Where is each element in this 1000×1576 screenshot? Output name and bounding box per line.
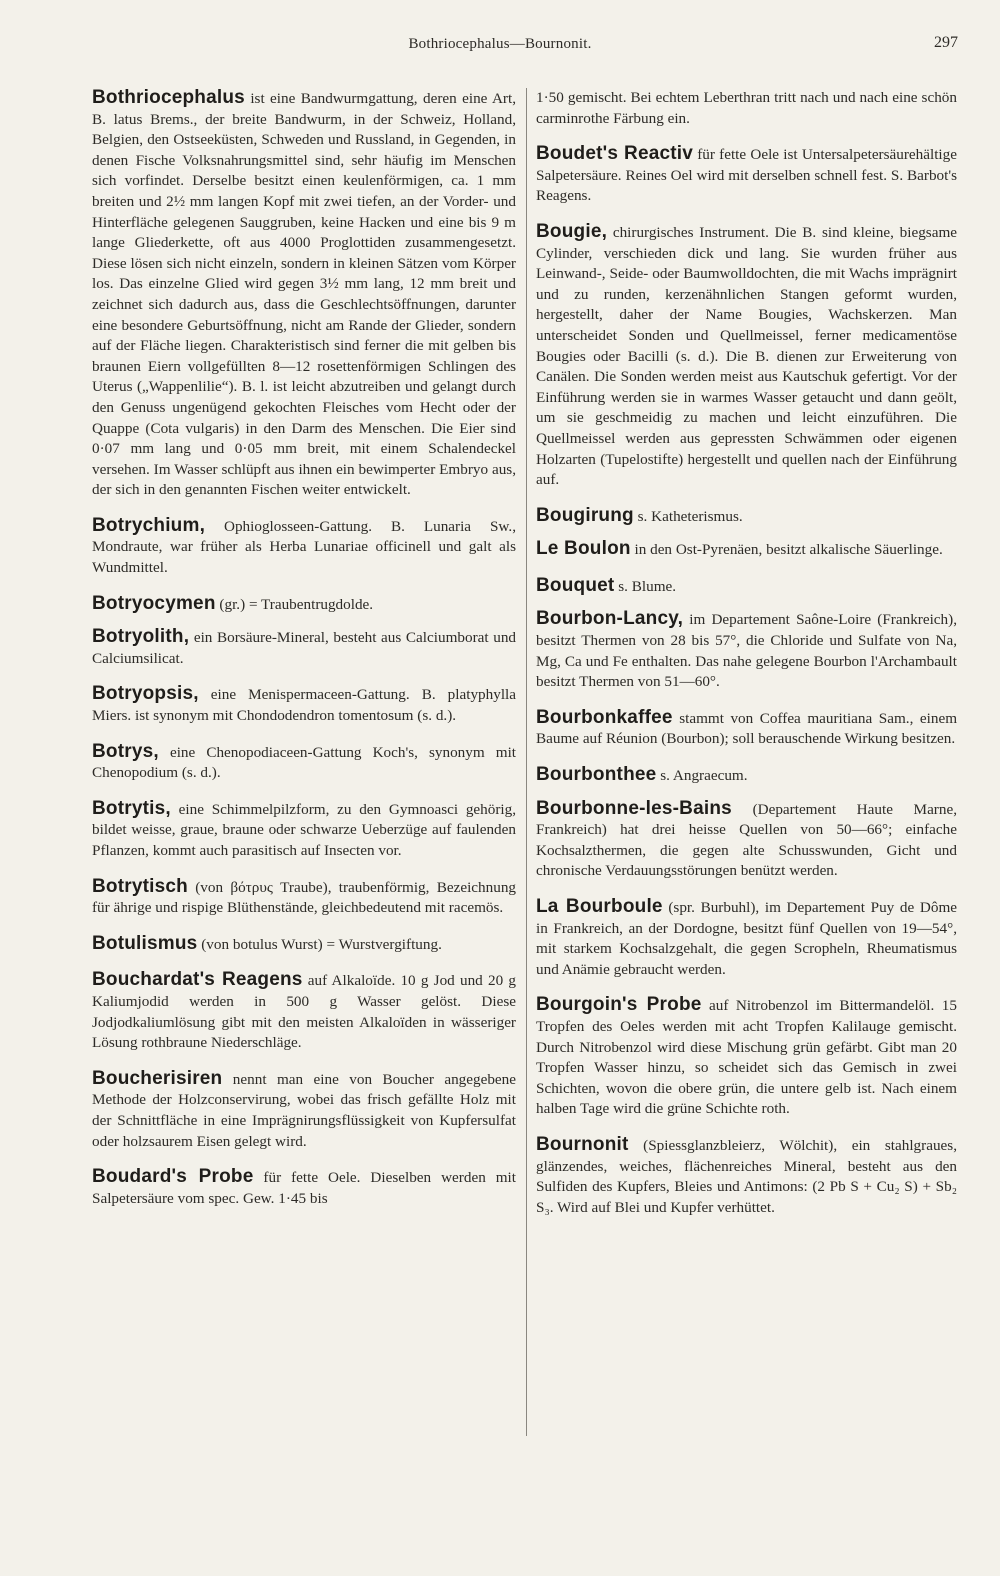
entry-la-bourboule	[536, 897, 957, 980]
entry-bourbonkaffee	[536, 708, 957, 750]
entry-headword: Bourbon-Lancy,	[536, 608, 684, 630]
entry-text: ist eine Bandwurmgattung, deren eine Art, B. latus Brems., der breite Bandwurm, in der Schweiz, Holland, Belgien, den Ostseeküsten, Schweden und Russland, in Gegenden, in denen Fische Volksnahrungsmittel sind, sehr häufig im Menschen sich vorfindet. Derselbe besitzt einen keulenförmigen, ca. 1 mm breiten und 2½ mm langen Kopf mit zwei tiefen, an der Vorder- und Hinterfläche gelegenen Sauggruben, keine Hacken und eine bis 9 m lange Gliederkette, oft aus 4000 Proglottiden zusammengesetzt. Diese lösen sich nicht einzeln, sondern in kleinen Sätzen vom Körper los. Das einzelne Glied wird gegen 3½ mm lang, 12 mm breit und zeichnet sich dadurch aus, dass die Geschlechtsöffnungen, darunter eine besondere Geburtsöffnung, nicht am Rande der Glieder, sondern auf der Fläche liegen. Charakteristisch sind ferner die mit gelben bis braunen Eiern vollgefüllten 8—12 rosettenförmigen Schlingen des Uterus („Wappenlilie“). B. l. ist leicht abzutreiben und gelangt durch den Genuss ungenügend gekochten Fleisches vom Hecht oder der Quappe (Cota vulgaris) in den Darm des Menschen. Die Eier sind 0·07 mm lang und 0·05 mm breit, mit einem Schalendeckel versehen. Im Wasser schlüpft aus ihnen ein bewimperter Embryo aus, der sich in den genannten Fischen weiter entwickelt.	[92, 90, 517, 499]
entry-headword: Botryolith,	[92, 626, 190, 648]
entry-headword: Botryopsis,	[92, 683, 199, 705]
entry-boudards-probe	[92, 1167, 516, 1209]
entry-bournonit	[536, 1135, 957, 1218]
entry-headword: Botulismus	[92, 932, 198, 954]
entry-text: (von βότρυς Traube), traubenförmig, Bezeichnung für ährige und rispige Blüthenstände, gleichbedeutend mit racemös.	[92, 878, 517, 917]
entry-botrys	[92, 742, 516, 784]
entry-headword: Botrys,	[92, 740, 159, 762]
entry-headword: Le Boulon	[536, 538, 631, 560]
entry-bourbonthee	[536, 765, 957, 787]
entry-continuation	[536, 88, 957, 129]
entry-text: eine Chenopodiaceen-Gattung Koch's, synonym mit Chenopodium (s. d.).	[92, 743, 517, 782]
entry-bougirung	[536, 506, 957, 528]
entry-headword: Boudard's Probe	[92, 1166, 254, 1188]
entry-boucherisiren	[92, 1069, 516, 1152]
entry-headword: Bougie,	[536, 220, 608, 242]
entry-bouchardats-reagens	[92, 970, 516, 1053]
entry-text: eine Schimmelpilzform, zu den Gymnoasci gehörig, bildet weisse, graue, braune oder schwarze Ueberzüge auf faulenden Pflanzen, kommt auch parasitisch auf Insecten vor.	[92, 800, 517, 859]
entry-text: ein Borsäure-Mineral, besteht aus Calciumborat und Calciumsilicat.	[92, 629, 517, 667]
entry-text: auf Alkaloïde. 10 g Jod und 20 g Kaliumjodid werden in 500 g Wasser gelöst. Diese Jodjodkaliumlösung gibt mit den meisten Alkaloïden in wässeriger Lösung rothbraune Niederschläge.	[92, 972, 516, 1052]
entry-headword: Botrytis,	[92, 797, 171, 819]
entry-headword: Bouchardat's Reagens	[92, 969, 303, 991]
entry-text: nennt man eine von Boucher angegebene Methode der Holzconservirung, wobei das frisch gefällte Holz mit der Schnittfläche in eine Imprägnirungsflüssigkeit von Kupfersulfat oder holzsaurem Eisen gelegt wird.	[92, 1070, 517, 1150]
column-divider	[526, 88, 527, 1436]
entry-headword: Bourbonthee	[536, 764, 657, 786]
entry-headword: La Bourboule	[536, 896, 663, 917]
entry-headword: Botrytisch	[92, 875, 188, 897]
entry-botrytis	[92, 799, 516, 862]
entry-botulismus	[92, 934, 516, 956]
entry-bothriocephalus	[92, 88, 516, 501]
entry-text: eine Menispermaceen-Gattung. B. platyphylla Miers. ist synonym mit Chondodendron tomentosum (s. d.).	[92, 686, 517, 725]
running-title: Bothriocephalus—Bournonit.	[408, 36, 592, 52]
entry-headword: Botrychium,	[92, 514, 206, 536]
entry-botryopsis	[92, 684, 516, 726]
entry-text: (Departement Haute Marne, Frankreich) hat drei heisse Quellen von 50—66°; einfache Kochsalzthermen, die gegen alte Schusswunden, Gicht und chronische Verdauungsstörungen benützt werden.	[536, 800, 957, 880]
entry-bouquet	[536, 576, 957, 598]
entry-headword: Bothriocephalus	[92, 87, 245, 108]
entry-text: im Departement Saône-Loire (Frankreich), besitzt Thermen von 28 bis 57°, die Chloride und Sulfate von Na, Mg, Ca und Fe enthalten. Das nahe gelegene Bourbon l'Archambault besitzt Thermen von 51—60°.	[536, 611, 957, 691]
entry-text: (Spiessglanzbleierz, Wölchit), ein stahlgraues, glänzendes, weiches, flächenreiches Mineral, besteht aus den Sulfiden des Kupfers, Bleies und Antimons: (2 Pb S + Cu₂ S) + Sb₂ S₃. Wird auf Blei und Kupfer verhüttet.	[536, 1136, 957, 1216]
entry-boudets-reactiv	[536, 144, 957, 207]
entry-le-boulon	[536, 539, 957, 561]
entry-text: s. Angraecum.	[660, 767, 748, 785]
entry-bourbonne-les-bains	[536, 799, 957, 882]
entry-headword: Bourbonne-les-Bains	[536, 797, 732, 819]
entry-text: stammt von Coffea mauritiana Sam., einem Baume auf Réunion (Bourbon); soll berauschende Wirkung besitzen.	[536, 709, 958, 748]
entry-text: (gr.) = Traubentrugdolde.	[219, 595, 374, 613]
entry-headword: Botryocymen	[92, 592, 216, 614]
entry-headword: Boucherisiren	[92, 1067, 223, 1089]
entry-bourbon-lancy	[536, 609, 957, 692]
entry-headword: Bourgoin's Probe	[536, 994, 702, 1016]
entry-botryocymen	[92, 594, 516, 616]
entry-text: für fette Oele ist Untersalpetersäurehältige Salpetersäure. Reines Oel wird mit derselben schnell fest. S. Barbot's Reagens.	[536, 146, 957, 205]
entry-text: 1·50 gemischt. Bei echtem Leberthran tritt nach und nach eine schön carminrothe Färbung ein.	[536, 89, 957, 127]
entry-headword: Bourbonkaffee	[536, 706, 673, 728]
entry-headword: Boudet's Reactiv	[536, 143, 694, 165]
left-column	[92, 88, 516, 1224]
entry-botrytisch	[92, 877, 516, 919]
entry-headword: Bournonit	[536, 1133, 629, 1155]
entry-botryolith	[92, 627, 516, 669]
entry-text: für fette Oele. Dieselben werden mit Salpetersäure vom spec. Gew. 1·45 bis	[92, 1169, 516, 1207]
entry-text: s. Katheterismus.	[637, 507, 743, 525]
entry-text: Ophioglosseen-Gattung. B. Lunaria Sw., Mondraute, war früher als Herba Lunariae officinell und galt als Wundmittel.	[92, 517, 517, 577]
right-column	[536, 88, 957, 1233]
entry-text: chirurgisches Instrument. Die B. sind kleine, biegsame Cylinder, verschieden dick und lang. Sie wurden früher aus Leinwand-, Seide- oder Baumwolldochten, die mit Wachs imprägnirt und zu runden, kerzenähnlichen Stangen geformt wurden, hergestellt, daher der Name Bougies, Wachskerzen. Man unterscheidet Sonden und Quellmeissel, ferner medicamentöse Bougies oder Bacilli (s. d.). Die B. dienen zur Erweiterung von Canälen. Die Sonden werden meist aus Kautschuk gefertigt. Vor der Einführung werden sie in warmes Wasser getaucht und dann geölt, um sie geschmeidig zu machen und leicht einzuführen. Die Quellmeissel werden aus gepressten Schwämmen oder eigenen Holzarten (Tupelostifte) hergestellt und quellen nach der Einführung auf.	[536, 223, 958, 489]
entry-headword: Bougirung	[536, 504, 634, 526]
entry-text: in den Ost-Pyrenäen, besitzt alkalische Säuerlinge.	[634, 541, 943, 559]
entry-text: (spr. Burbuhl), im Departement Puy de Dôme in Frankreich, an der Dordogne, besitzt fünf Quellen von 19—54°, mit starkem Kochsalzgehalt, die gegen Scropheln, Rheumatismus und Anämie gebraucht werden.	[536, 899, 958, 978]
entry-botrychium	[92, 516, 516, 579]
entry-text: (von botulus Wurst) = Wurstvergiftung.	[201, 935, 442, 953]
page-number: 297	[934, 34, 958, 51]
entry-text: auf Nitrobenzol im Bittermandelöl. 15 Tropfen des Oeles werden mit acht Tropfen Kalilauge gemischt. Durch Nitrobenzol wird diese Mischung grün gefärbt. Gibt man 20 Tropfen Wasser hinzu, so scheidet sich das Gemisch in zwei Schichten, wovon die obere grün, die untere gelb ist. Nach einem halben Tage wird die grüne Schichte roth.	[536, 997, 957, 1118]
entry-text: s. Blume.	[618, 577, 677, 595]
entry-bougie	[536, 222, 957, 491]
entry-bourgoins-probe	[536, 995, 957, 1120]
entry-headword: Bouquet	[536, 574, 615, 596]
